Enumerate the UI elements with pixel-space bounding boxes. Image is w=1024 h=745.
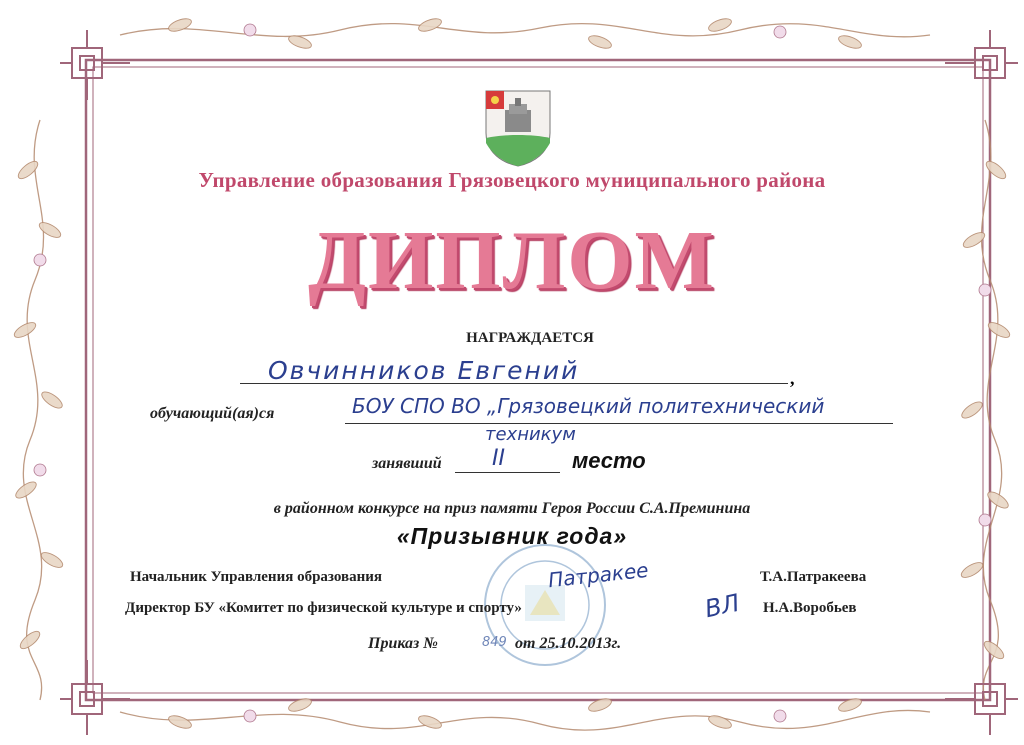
signature-icon: Патракее <box>547 557 650 593</box>
signature-position-1: Начальник Управления образования <box>130 569 382 585</box>
school-name-line2: техникум <box>485 424 576 445</box>
order-number: 849 <box>482 635 507 650</box>
student-label: обучающий(ая)ся <box>150 405 275 422</box>
place-word: место <box>572 448 646 473</box>
contest-title: «Призывник года» <box>396 523 628 549</box>
recipient-name: Овчинников Евгений <box>268 356 580 385</box>
order-date: от 25.10.2013г. <box>515 635 622 652</box>
coat-of-arms-icon <box>483 88 553 168</box>
took-label: занявший <box>372 455 442 472</box>
awarded-label: НАГРАЖДАЕТСЯ <box>466 330 594 346</box>
contest-line: в районном конкурсе на приз памяти Героя России С.А.Преминина <box>273 500 751 517</box>
recipient-comma: , <box>790 368 795 388</box>
signature-name-2: Н.А.Воробьев <box>763 600 857 616</box>
signature-name-1: Т.А.Патракеева <box>760 569 867 585</box>
signature-position-2: Директор БУ «Комитет по физической культуре и спорту» <box>125 600 522 616</box>
place-number: II <box>492 446 505 471</box>
diploma-title: ДИПЛОМ <box>308 214 716 307</box>
order-prefix: Приказ № <box>368 635 438 652</box>
school-name-line1: БОУ СПО ВО „Грязовецкий политехнический <box>352 394 825 418</box>
signature-icon: ВЛ <box>702 588 743 624</box>
organization-header: Управление образования Грязовецкого муниципального района <box>198 168 826 192</box>
place-underline <box>455 472 560 473</box>
school-underline <box>345 423 893 424</box>
